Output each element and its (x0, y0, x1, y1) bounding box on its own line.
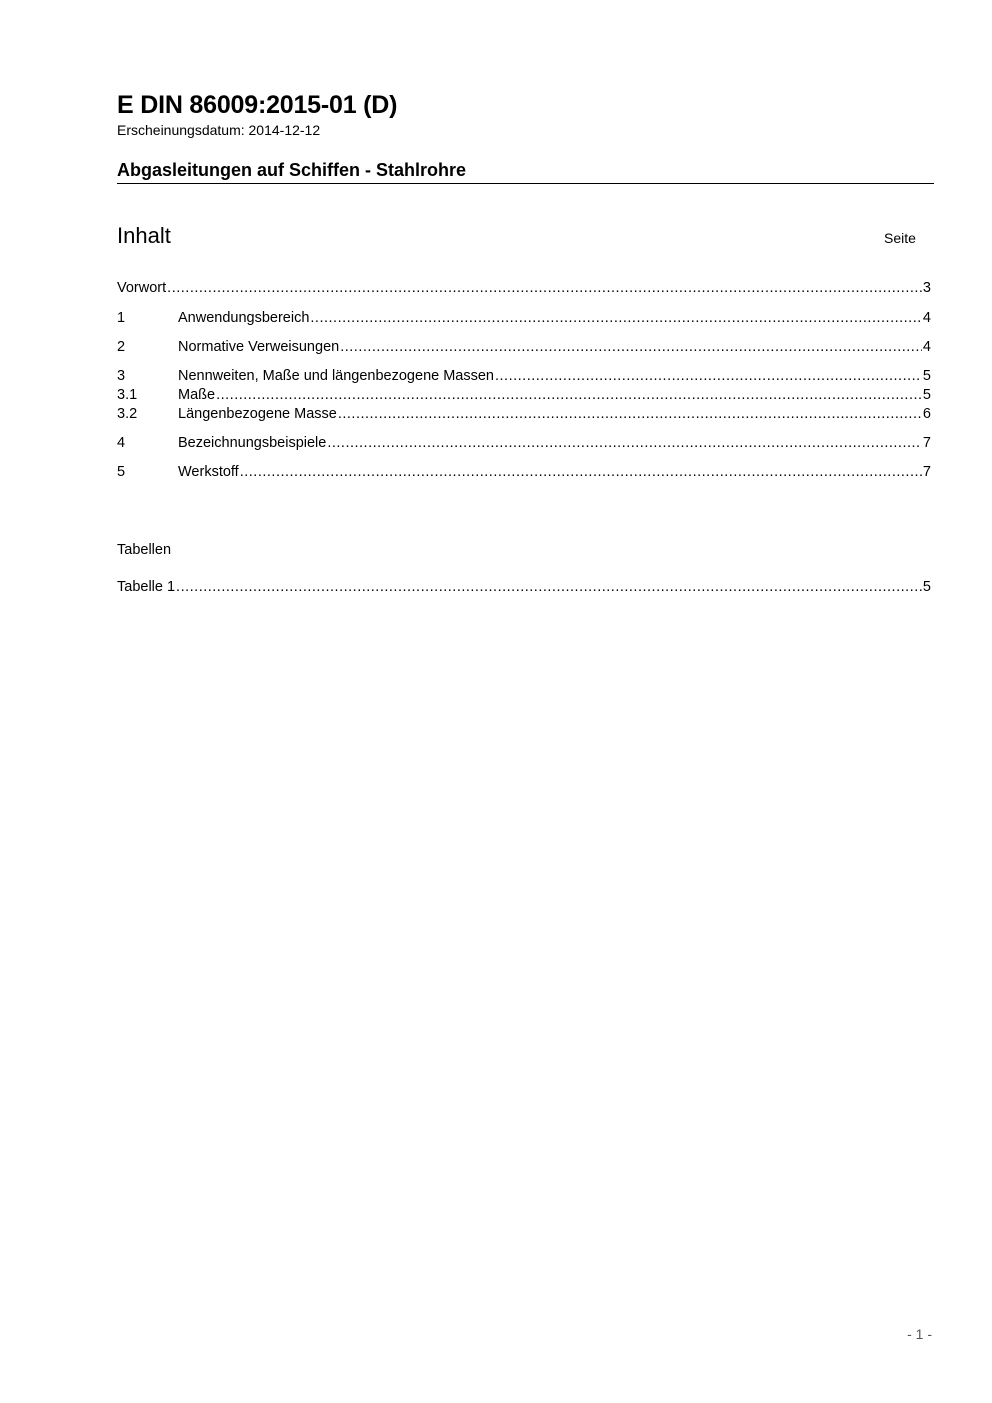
toc-entry-page: 6 (922, 406, 931, 422)
page-number: - 1 - (907, 1326, 932, 1342)
toc-entry-page: 5 (922, 368, 931, 384)
toc-dot-leader (340, 337, 922, 357)
toc-entry-number: 2 (117, 339, 126, 355)
toc-entry-number: 5 (117, 464, 126, 480)
document-title: Abgasleitungen auf Schiffen - Stahlrohre (117, 160, 467, 180)
toc-entry-number: 4 (117, 435, 126, 451)
toc-dot-leader (495, 366, 922, 386)
toc-dot-leader (310, 308, 922, 328)
title-divider (117, 183, 934, 184)
publication-date: Erscheinungsdatum: 2014-12-12 (117, 122, 321, 138)
toc-entry-page: 7 (922, 435, 931, 451)
table-entry-page: 5 (922, 579, 931, 595)
toc-entry-page: 4 (922, 310, 931, 326)
toc-entry-label: Vorwort (117, 280, 167, 296)
toc-entry-3[interactable] (117, 366, 931, 386)
toc-entry-number: 3.1 (117, 387, 138, 403)
toc-page-column-label: Seite (884, 230, 916, 246)
toc-entry-3-2[interactable] (117, 404, 931, 424)
toc-entry-label: Werkstoff (178, 464, 239, 480)
toc-entry-number: 3.2 (117, 406, 138, 422)
toc-dot-leader (216, 385, 922, 405)
toc-entry-page: 5 (922, 387, 931, 403)
table-entry-label: Tabelle 1 (117, 579, 176, 595)
toc-entry-page: 7 (922, 464, 931, 480)
toc-entry-label: Nennweiten, Maße und längenbezogene Massen (178, 368, 494, 384)
toc-entry-5[interactable] (117, 462, 931, 482)
toc-heading: Inhalt (117, 223, 171, 248)
toc-dot-leader (167, 278, 922, 298)
toc-entry-label: Maße (178, 387, 216, 403)
toc-entry-2[interactable] (117, 337, 931, 357)
document-number: E DIN 86009:2015-01 (D) (117, 91, 398, 119)
toc-entry-label: Bezeichnungsbeispiele (178, 435, 327, 451)
toc-entry-label: Normative Verweisungen (178, 339, 340, 355)
toc-entry-4[interactable] (117, 433, 931, 453)
toc-entry-1[interactable] (117, 308, 931, 328)
toc-entry-3-1[interactable] (117, 385, 931, 405)
toc-dot-leader (327, 433, 922, 453)
tables-heading: Tabellen (117, 542, 172, 558)
toc-entry-page: 4 (922, 339, 931, 355)
toc-entry-label: Längenbezogene Masse (178, 406, 337, 422)
toc-dot-leader (240, 462, 922, 482)
toc-dot-leader (338, 404, 922, 424)
toc-entry-page: 3 (922, 280, 931, 296)
table-entry-1[interactable] (117, 577, 931, 597)
toc-entry-label: Anwendungsbereich (178, 310, 310, 326)
toc-entry-vorwort[interactable] (117, 278, 931, 298)
toc-entry-number: 3 (117, 368, 126, 384)
toc-dot-leader (176, 577, 922, 597)
toc-entry-number: 1 (117, 310, 126, 326)
